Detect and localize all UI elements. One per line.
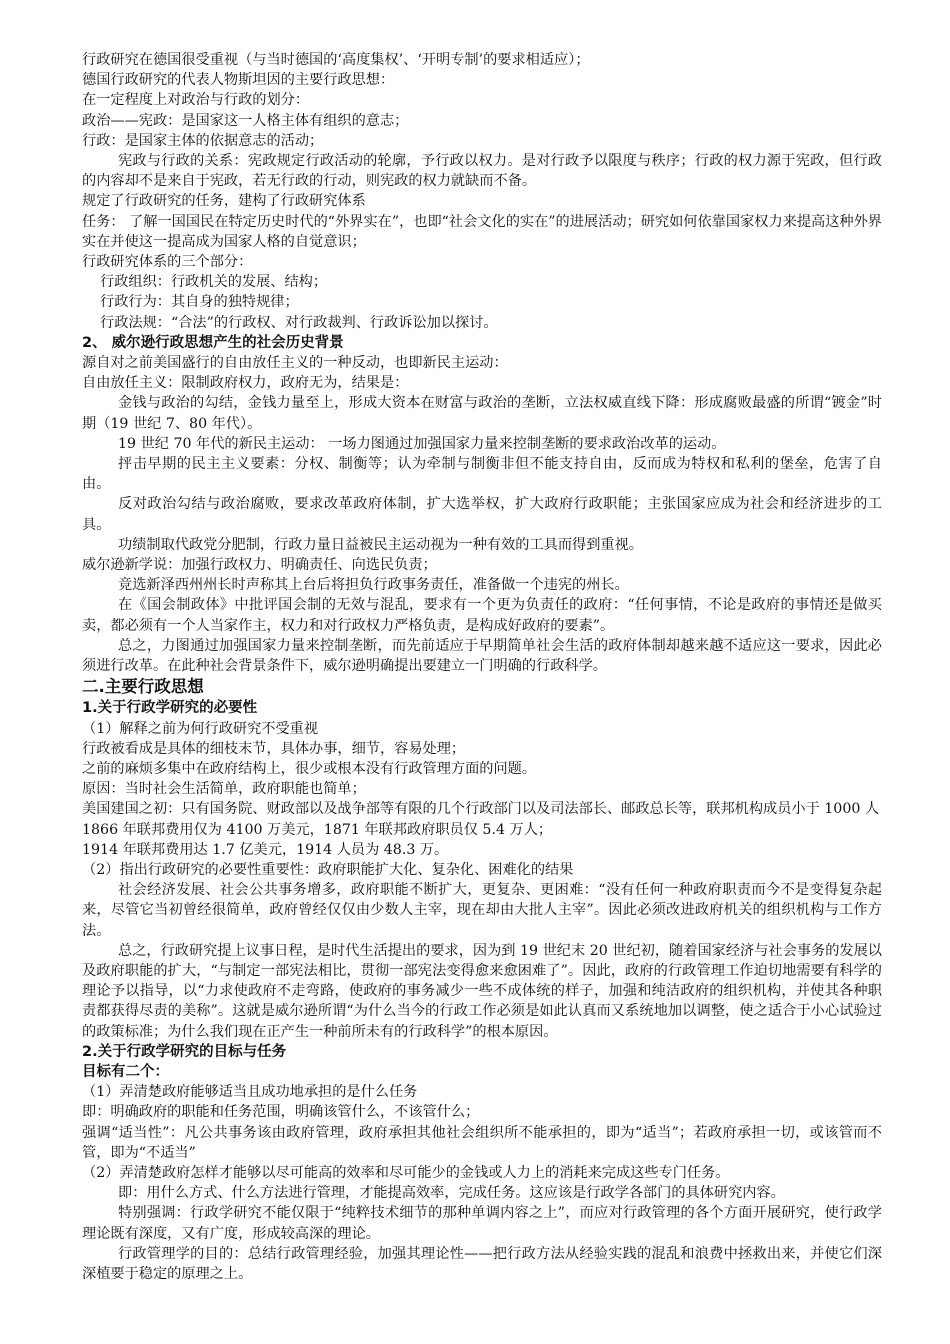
paragraph: 19 世纪 70 年代的新民主运动： 一场力图通过加强国家力量来控制垄断的要求政治改革的运动。 <box>118 435 726 452</box>
section-heading: 1.关于行政学研究的必要性 <box>82 700 258 717</box>
paragraph: 功绩制取代政党分肥制，行政力量日益被民主运动视为一种有效的工具而得到重视。 <box>118 536 643 553</box>
paragraph: 自由放任主义：限制政府权力，政府无为，结果是： <box>82 375 409 392</box>
paragraph: 源自对之前美国盛行的自由放任主义的一种反动，也即新民主运动： <box>82 355 508 372</box>
paragraph: 在一定程度上对政治与行政的划分： <box>82 92 310 109</box>
paragraph: 德国行政研究的代表人物斯坦因的主要行政思想： <box>82 72 395 89</box>
paragraph: 抨击早期的民主主义要素：分权、制衡等；认为牵制与制衡非但不能支持自由，反而成为特权和私利的堡垒，危害了自由。 <box>82 456 882 493</box>
paragraph: 行政管理学的目的：总结行政管理经验，加强其理论性——把行政方法从经验实践的混乱和浪费中拯救出来，并使它们深深植要于稳定的原理之上。 <box>82 1245 882 1282</box>
paragraph: 宪政与行政的关系：宪政规定行政活动的轮廓，予行政以权力。是对行政予以限度与秩序；行政的权力源于宪政，但行政的内容却不是来自于宪政，若无行政的行动，则宪政的权力就缺而不备。 <box>82 153 882 190</box>
section-heading: 2、 威尔逊行政思想产生的社会历史背景 <box>82 334 344 351</box>
paragraph: 威尔逊新学说：加强行政权力、明确责任、向选民负责； <box>82 557 437 574</box>
paragraph: （1）解释之前为何行政研究不受重视 <box>82 720 319 737</box>
paragraph: 在《国会制政体》中批评国会制的无效与混乱，要求有一个更为负责任的政府：“任何事情，不论是政府的事情还是做买卖，都必须有一个人当家作主，权力和对行政权力严格负责，是构成好政府的要素”。 <box>82 597 882 634</box>
paragraph: 社会经济发展、社会公共事务增多，政府职能不断扩大，更复杂、更困难：“没有任何一种政府职责而今不是变得复杂起来，尽管它当初曾经很简单，政府曾经仅仅由少数人主宰，现在却由大批人主宰”。因此必须改进政府机关的组织机构与工作方法。 <box>82 882 882 939</box>
list-item: 行政法规：“合法”的行政权、对行政裁判、行政诉讼加以探讨。 <box>100 314 498 331</box>
paragraph: 总之，行政研究提上议事日程，是时代生活提出的要求，因为到 19 世纪末 20 世纪初，随着国家经济与社会事务的发展以及政府职能的扩大，“与制定一部宪法相比，贯彻一部宪法变得愈来愈困难了”。因此，政府的行政管理工作迫切地需要有科学的理论予以指导，以“力求使政府不走弯路，使政府的事务减少一些不成体统的样子，加强和纯洁政府的组织机构，并使其各种职责都获得尽责的美称”。这就是威尔逊所谓“为什么当今的行政工作必须是如此认真而又系统地加以调整，使之适合于小心试验过的政策标准；为什么我们现在正产生一种前所未有的行政科学”的根本原因。 <box>82 942 882 1040</box>
paragraph: （2）指出行政研究的必要性重要性：政府职能扩大化、复杂化、困难化的结果 <box>82 861 574 878</box>
paragraph: 即：明确政府的职能和任务范围，明确该管什么，不该管什么； <box>82 1104 480 1121</box>
paragraph: 1866 年联邦费用仅为 4100 万美元，1871 年联邦政府职员仅 5.4 万人； <box>82 821 553 838</box>
section-heading: 2.关于行政学研究的目标与任务 <box>82 1043 287 1060</box>
paragraph: 行政研究体系的三个部分： <box>82 254 253 271</box>
paragraph: 特别强调：行政学研究不能仅限于“纯粹技术细节的那种单调内容之上”，而应对行政管理的各个方面开展研究，使行政学理论既有深度，又有广度，形成较高深的理论。 <box>82 1205 882 1242</box>
list-item: 行政组织：行政机关的发展、结构； <box>100 274 328 291</box>
paragraph: 规定了行政研究的任务，建构了行政研究体系 <box>82 193 366 210</box>
paragraph: 任务： 了解一国国民在特定历史时代的“外界实在”，也即“社会文化的实在”的进展活动；研究如何依靠国家权力来提高这种外界实在并使这一提高成为国家人格的自觉意识； <box>82 213 882 250</box>
paragraph: 强调“适当性”：凡公共事务该由政府管理，政府承担其他社会组织所不能承担的，即为“适当”；若政府承担一切，或该管而不管，即为“不适当” <box>82 1124 882 1161</box>
paragraph: 政治——宪政：是国家这一人格主体有组织的意志； <box>82 112 409 129</box>
paragraph: 美国建国之初：只有国务院、财政部以及战争部等有限的几个行政部门以及司法部长、邮政总长等，联邦机构成员小于 1000 人 <box>82 801 880 818</box>
paragraph: 行政：是国家主体的依据意志的活动； <box>82 132 324 149</box>
paragraph: 反对政治勾结与政治腐败，要求改革政府体制，扩大选举权，扩大政府行政职能；主张国家应成为社会和经济进步的工具。 <box>82 496 882 533</box>
paragraph: 1914 年联邦费用达 1.7 亿美元，1914 人员为 48.3 万。 <box>82 841 449 858</box>
paragraph: 行政被看成是具体的细枝末节，具体办事，细节，容易处理； <box>82 740 466 757</box>
paragraph: 行政研究在德国很受重视（与当时德国的‘高度集权’、‘开明专制’的要求相适应）； <box>82 52 590 68</box>
chapter-heading: 二.主要行政思想 <box>82 677 204 697</box>
paragraph: 即：用什么方式、什么方法进行管理，才能提高效率，完成任务。这应该是行政学各部门的具体研究内容。 <box>118 1185 785 1202</box>
paragraph: 原因：当时社会生活简单，政府职能也简单； <box>82 781 366 798</box>
paragraph: （1）弄清楚政府能够适当且成功地承担的是什么任务 <box>82 1084 418 1101</box>
section-heading: 目标有二个： <box>82 1063 169 1080</box>
list-item: 行政行为：其自身的独特规律； <box>100 294 299 311</box>
paragraph: 竞选新泽西州州长时声称其上台后将担负行政事务责任，准备做一个违宪的州长。 <box>118 577 629 594</box>
paragraph: 之前的麻烦多集中在政府结构上，很少或根本没有行政管理方面的问题。 <box>82 760 537 777</box>
paragraph: 金钱与政治的勾结，金钱力量至上，形成大资本在财富与政治的垄断，立法权威直线下降：形成腐败最盛的所谓“镀金”时期（19 世纪 7、80 年代）。 <box>82 395 882 432</box>
paragraph: 总之，力图通过加强国家力量来控制垄断，而先前适应于早期简单社会生活的政府体制却越来越不适应这一要求，因此必须进行改革。在此种社会背景条件下，威尔逊明确提出要建立一门明确的行政科学。 <box>82 637 882 675</box>
paragraph: （2）弄清楚政府怎样才能够以尽可能高的效率和尽可能少的金钱或人力上的消耗来完成这些专门任务。 <box>82 1164 730 1181</box>
